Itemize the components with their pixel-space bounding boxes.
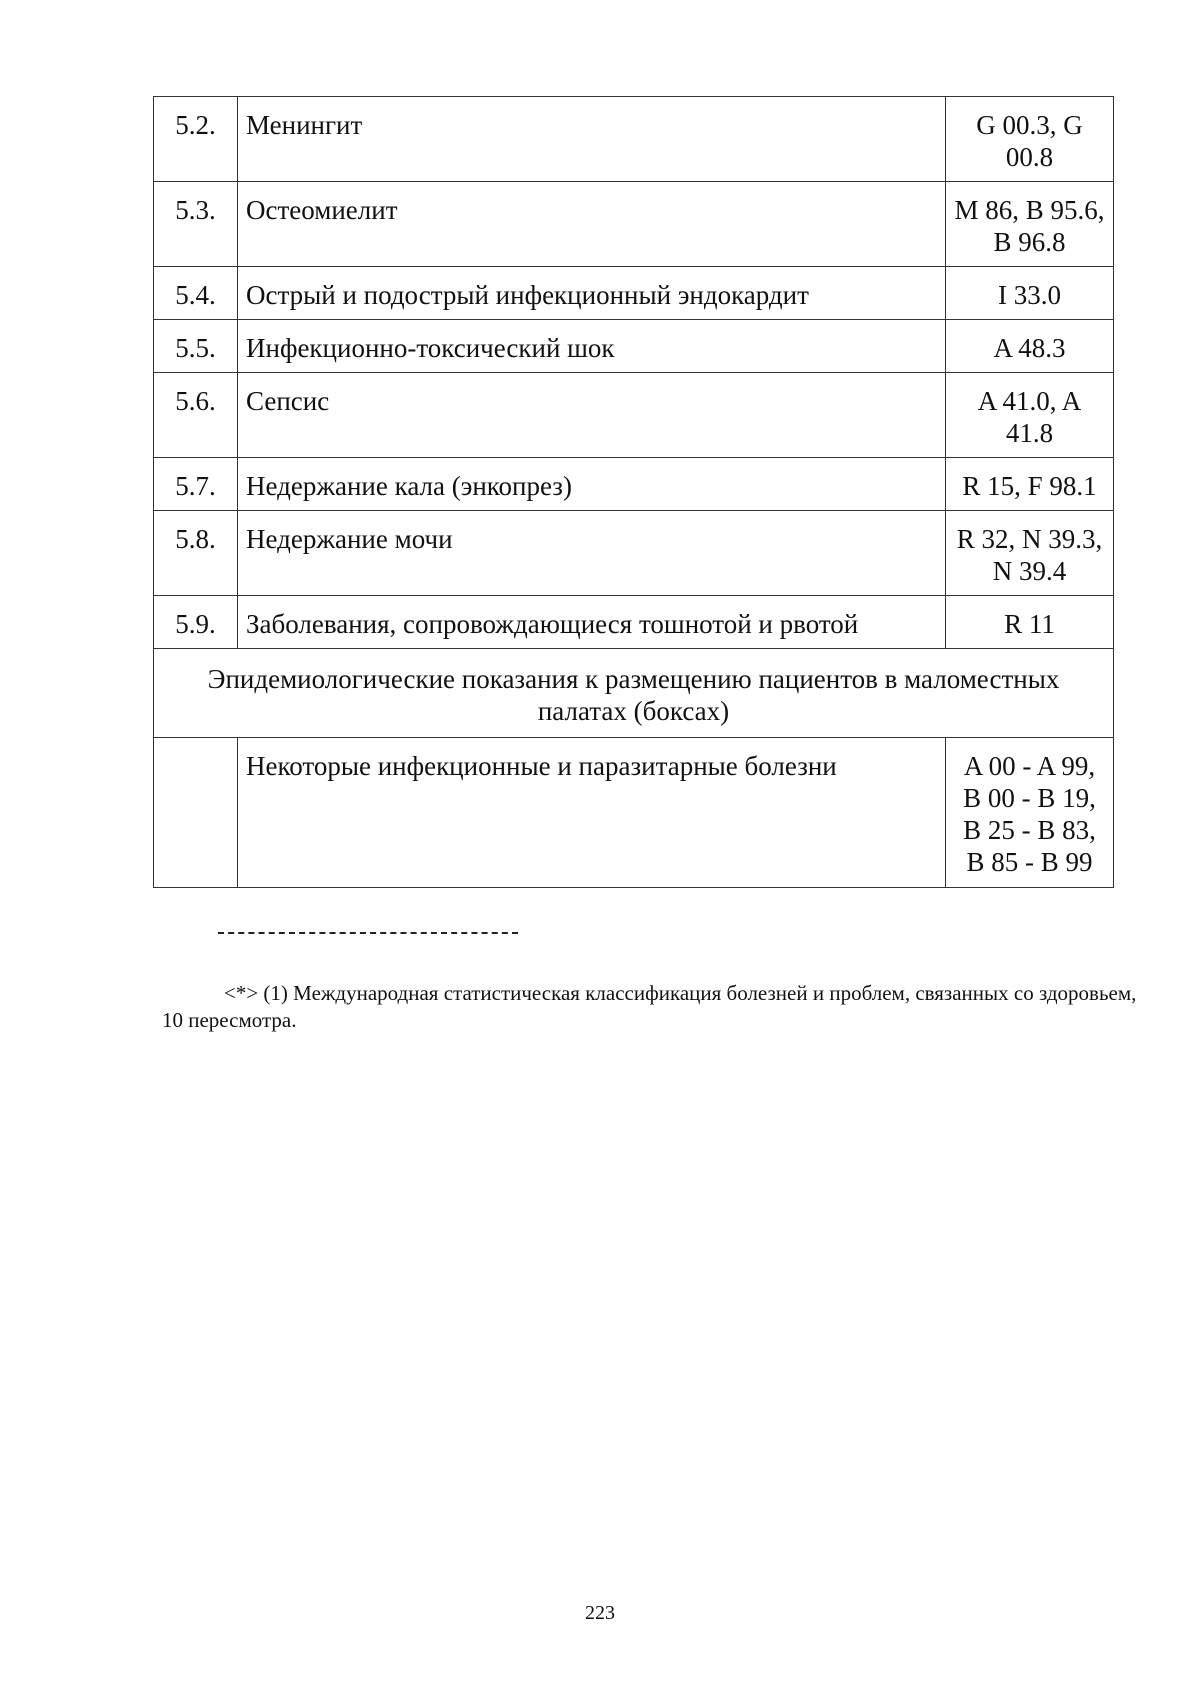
row-number: 5.5.	[154, 320, 238, 373]
table-row	[154, 97, 1114, 182]
row-diagnosis: Острый и подострый инфекционный эндокардит	[238, 267, 946, 320]
row-number: 5.3.	[154, 182, 238, 267]
row-icd-code	[946, 97, 1114, 182]
table-row	[154, 458, 1114, 511]
table-row	[154, 267, 1114, 320]
row-diagnosis: Заболевания, сопровождающиеся тошнотой и рвотой	[238, 596, 946, 649]
icd-code-line: A 41.0, A	[977, 386, 1082, 416]
icd-code-line: B 96.8	[993, 227, 1066, 257]
row-number: 5.4.	[154, 267, 238, 320]
row-icd-code	[946, 596, 1114, 649]
table-row	[154, 320, 1114, 373]
row-diagnosis: Недержание кала (энкопрез)	[238, 458, 946, 511]
icd-code-line: A 48.3	[993, 333, 1066, 363]
row-icd-code	[946, 458, 1114, 511]
icd-code-line: B 25 - B 83,	[963, 815, 1096, 845]
row-icd-code	[946, 511, 1114, 596]
icd-code-line: B 85 - B 99	[966, 847, 1093, 877]
row-icd-code	[946, 182, 1114, 267]
icd-code-line: G 00.3, G	[976, 110, 1083, 140]
section-header: Эпидемиологические показания к размещению пациентов в маломестных палатах (боксах)	[154, 649, 1114, 738]
footnote-separator	[218, 932, 518, 934]
row-number: 5.7.	[154, 458, 238, 511]
icd-code-line: B 00 - B 19,	[963, 783, 1096, 813]
row-number: 5.2.	[154, 97, 238, 182]
icd-code-line: R 11	[1004, 609, 1055, 639]
icd-code-line: N 39.4	[992, 556, 1067, 586]
table-row	[154, 596, 1114, 649]
icd-code-line: A 00 - A 99,	[963, 751, 1096, 781]
row-number	[154, 738, 238, 888]
table-row	[154, 738, 1114, 888]
icd-code-line: I 33.0	[998, 280, 1061, 310]
icd-code-line: 41.8	[1005, 418, 1054, 448]
table-row	[154, 182, 1114, 267]
icd-code-line: R 15, F 98.1	[962, 471, 1097, 501]
row-icd-code	[946, 373, 1114, 458]
table-row	[154, 373, 1114, 458]
icd-code-line: R 32, N 39.3,	[956, 524, 1103, 554]
footnote-text: <*> (1) Международная статистическая классификация болезней и проблем, связанных со здоровьем, 10 пересмотра.	[162, 981, 1137, 1032]
row-diagnosis: Инфекционно-токсический шок	[238, 320, 946, 373]
row-number: 5.9.	[154, 596, 238, 649]
row-diagnosis: Менингит	[238, 97, 946, 182]
icd-code-line: 00.8	[1005, 142, 1054, 172]
row-diagnosis: Некоторые инфекционные и паразитарные болезни	[238, 738, 946, 888]
section-header-row	[154, 649, 1114, 738]
row-icd-code	[946, 320, 1114, 373]
row-diagnosis: Недержание мочи	[238, 511, 946, 596]
row-number: 5.6.	[154, 373, 238, 458]
icd-code-line: M 86, B 95.6,	[954, 195, 1105, 225]
row-diagnosis: Остеомиелит	[238, 182, 946, 267]
row-icd-code	[946, 267, 1114, 320]
row-diagnosis: Сепсис	[238, 373, 946, 458]
table-row	[154, 511, 1114, 596]
icd-table	[153, 96, 1114, 888]
row-icd-code	[946, 738, 1114, 888]
row-number: 5.8.	[154, 511, 238, 596]
page-number: 223	[585, 1602, 615, 1624]
